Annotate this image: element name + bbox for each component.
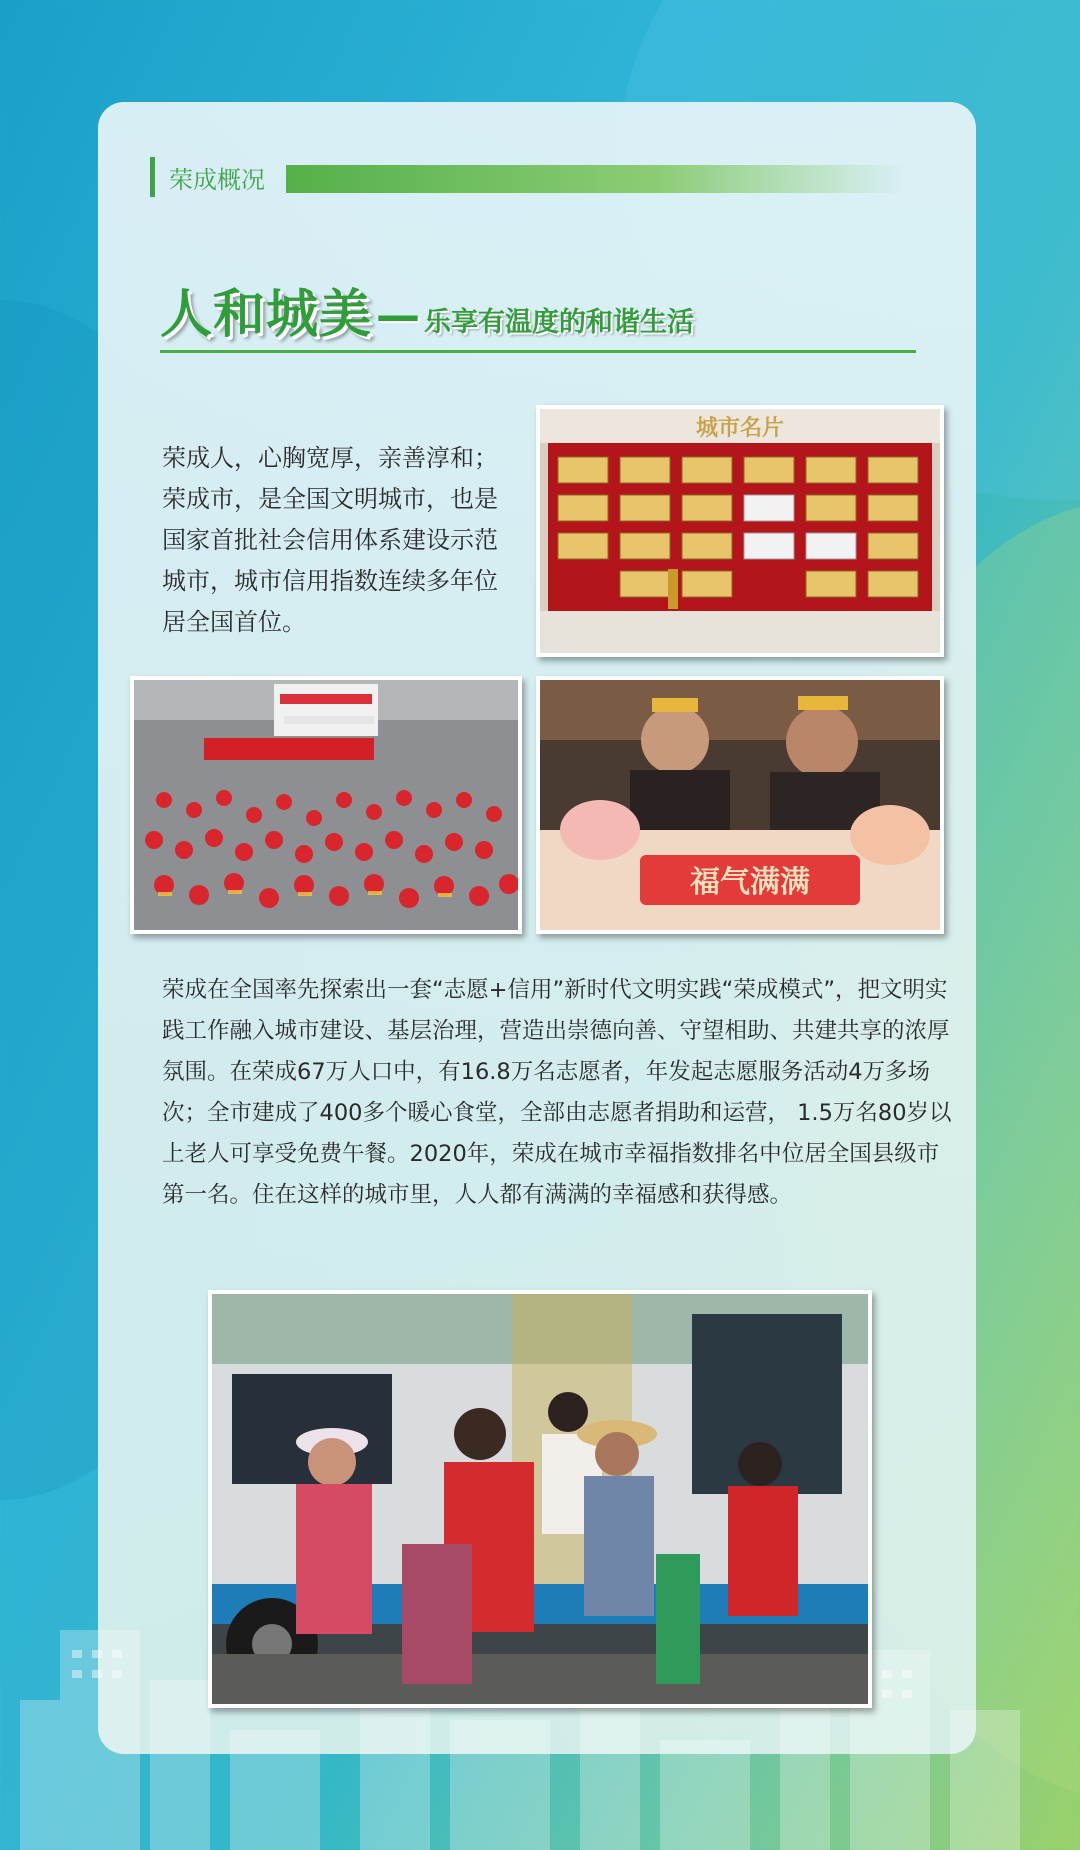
photo-elderly-birthday xyxy=(536,676,944,934)
honor-wall-sign: 城市名片 xyxy=(695,415,785,441)
section-tag-label: 荣成概况 xyxy=(169,165,265,194)
volunteer-paragraph: 荣成在全国率先探索出一套“志愿+信用”新时代文明实践“荣成模式”，把文明实践工作融入城市建设、基层治理，营造出崇德向善、守望相助、共建共享的浓厚氛围。在荣成67万人口中，有16.8万名志愿者，年发起志愿服务活动4万多场次；全市建成了400多个暖心食堂，全部由志愿者捐助和运营， 1.5万名80岁以上老人可享受免费午餐。2020年，荣成在城市幸福指数排名中位居全国县级市第一名。住在这样的城市里，人人都有满满的幸福感和获得感。 xyxy=(162,977,952,1208)
title-subtitle: 乐享有温度的和谐生活 xyxy=(424,307,695,338)
photo-honor-wall xyxy=(536,405,944,657)
photo-bus-volunteers xyxy=(208,1290,872,1708)
section-tag-strip xyxy=(286,165,906,193)
title-main: 人和城美 xyxy=(160,284,373,345)
section-tag-bar xyxy=(150,157,155,197)
page-title xyxy=(160,272,694,347)
title-underline xyxy=(160,350,916,353)
section-tag xyxy=(150,157,265,197)
intro-paragraph: 荣成人，心胸宽厚，亲善淳和；荣成市，是全国文明城市，也是国家首批社会信用体系建设示范城市，城市信用指数连续多年位居全国首位。 xyxy=(162,444,498,636)
photo-volunteer-rally xyxy=(130,676,522,934)
title-dash: — xyxy=(376,290,421,341)
cake-text: 福气满满 xyxy=(690,865,810,900)
